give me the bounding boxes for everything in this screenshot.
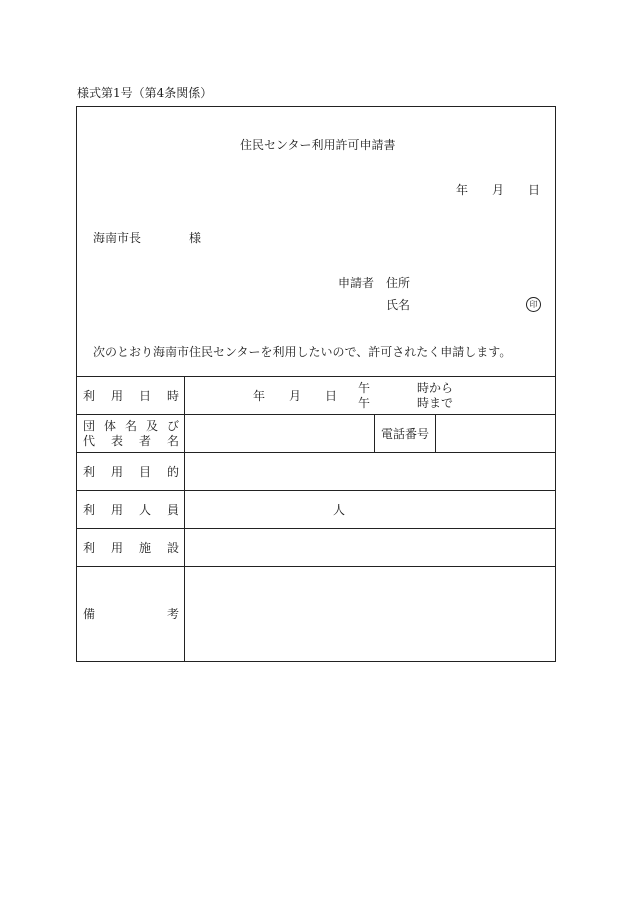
addressee-name: 海南市長 bbox=[93, 231, 142, 245]
organization-label-line2: 代 表 者 名 bbox=[83, 434, 179, 448]
usage-day-label: 日 bbox=[325, 389, 338, 403]
usage-ampm-end: 午 bbox=[358, 396, 371, 410]
row-divider bbox=[76, 452, 556, 453]
seal-mark-icon: 印 bbox=[526, 297, 541, 312]
usage-ampm-start: 午 bbox=[358, 381, 371, 395]
phone-label-left-divider bbox=[374, 414, 375, 452]
row-divider bbox=[76, 566, 556, 567]
remarks-label: 備 考 bbox=[83, 607, 179, 621]
usage-start-time-label: 時から bbox=[417, 381, 454, 395]
row-divider bbox=[76, 414, 556, 415]
table-top-border bbox=[76, 376, 556, 377]
usage-year-label: 年 bbox=[253, 389, 266, 403]
applicant-address-label: 住所 bbox=[386, 276, 411, 290]
organization-label-line1: 団 体 名 及 び bbox=[83, 419, 179, 433]
addressee-honorific: 様 bbox=[189, 231, 202, 245]
form-title: 住民センター利用許可申請書 bbox=[240, 138, 396, 152]
date-day-label: 日 bbox=[528, 183, 541, 197]
application-statement: 次のとおり海南市住民センターを利用したいので、許可されたく申請します。 bbox=[93, 345, 512, 359]
row-divider bbox=[76, 490, 556, 491]
usage-purpose-label: 利 用 目 的 bbox=[83, 465, 179, 479]
usage-datetime-label: 利 用 日 時 bbox=[83, 389, 179, 403]
attendees-label: 利 用 人 員 bbox=[83, 503, 179, 517]
usage-end-time-label: 時まで bbox=[417, 396, 454, 410]
date-month-label: 月 bbox=[492, 183, 505, 197]
facility-label: 利 用 施 設 bbox=[83, 541, 179, 555]
applicant-label: 申請者 bbox=[338, 276, 375, 290]
phone-label-right-divider bbox=[435, 414, 436, 452]
phone-number-label: 電話番号 bbox=[381, 427, 430, 441]
date-year-label: 年 bbox=[456, 183, 469, 197]
application-form bbox=[76, 106, 556, 662]
applicant-name-label: 氏名 bbox=[386, 298, 411, 312]
label-column-divider bbox=[184, 376, 185, 662]
usage-month-label: 月 bbox=[289, 389, 302, 403]
attendees-unit-label: 人 bbox=[333, 503, 346, 517]
row-divider bbox=[76, 528, 556, 529]
form-reference: 様式第1号（第4条関係） bbox=[77, 86, 213, 100]
